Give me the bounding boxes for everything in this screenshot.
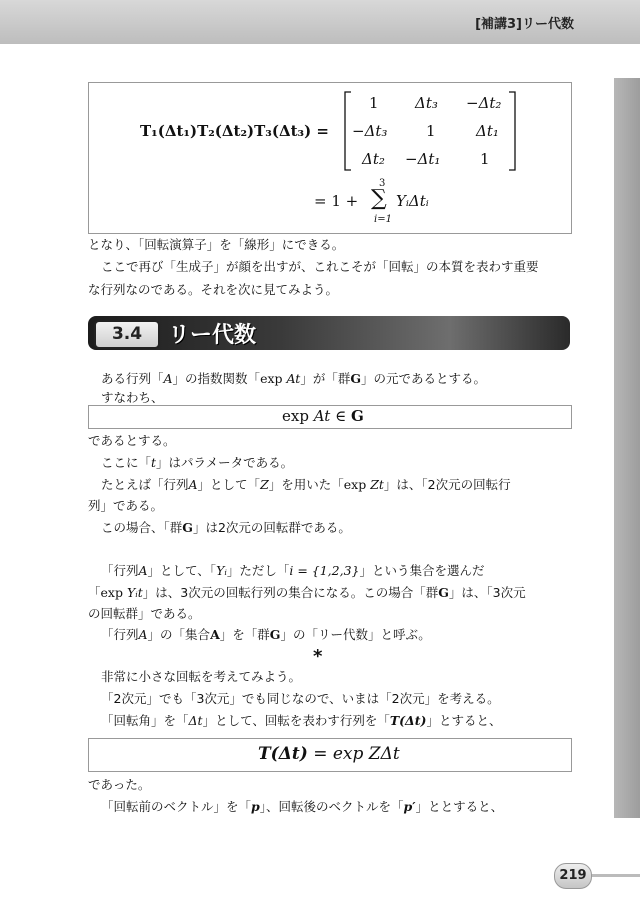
para3-line5: この場合、「群G」は2次元の回転群である。 [101, 520, 351, 535]
para5-line2: 「2次元」でも「3次元」でも同じなので、いまは「2次元」を考える。 [101, 691, 500, 706]
para5-line1: 非常に小さな回転を考えてみよう。 [101, 669, 302, 684]
para3-line3: たとえば「行列A」として「Z」を用いた「exp Zt」は、「2次元の回転行 [101, 477, 511, 492]
para1-line2: ここで再び「生成子」が顔を出すが、これこそが「回転」の本質を表わす重要 [101, 259, 539, 274]
matrix-cell-12: Δt₃ [415, 94, 438, 112]
para6-line2: 「回転前のベクトル」を「p」、回転後のベクトルを「p′」ととすると、 [101, 799, 504, 814]
sum-lower: i=1 [374, 214, 392, 225]
section-number: 3.4 [94, 320, 160, 349]
matrix-cell-33: 1 [480, 150, 490, 168]
page-number: 219 [554, 863, 592, 889]
matrix-cell-32: −Δt₁ [405, 150, 441, 168]
matrix-cell-11: 1 [369, 94, 379, 112]
header-bar [0, 0, 640, 44]
sum-upper: 3 [379, 178, 386, 189]
running-header: [補講3]リー代数 [475, 17, 574, 32]
para4-line1: 「行列A」として、「Yᵢ」ただし「i = {1,2,3}」という集合を選んだ [101, 563, 485, 578]
para5-line3: 「回転角」を「Δt」として、回転を表わす行列を「T(Δt)」とすると、 [101, 713, 502, 728]
eq1-lhs: T₁(Δt₁)T₂(Δt₂)T₃(Δt₃) = [140, 122, 329, 140]
para4-line2: 「exp Yᵢt」は、3次元の回転行列の集合になる。この場合「群G」は、「3次元 [88, 585, 526, 600]
para1-line3: な行列なのである。それを次に見てみよう。 [88, 282, 339, 297]
sum-term: YᵢΔtᵢ [396, 192, 429, 210]
matrix-cell-13: −Δt₂ [466, 94, 502, 112]
para2-line1: ある行列「A」の指数関数「exp At」が「群G」の元であるとする。 [101, 371, 487, 386]
sum-sign: ∑ [371, 186, 387, 211]
para3-line1: であるとする。 [88, 433, 176, 448]
matrix-cell-23: Δt₁ [476, 122, 499, 140]
section-heading-bar [88, 316, 570, 350]
matrix-cell-22: 1 [426, 122, 436, 140]
page-number-rule [590, 874, 640, 877]
para2-line2: すなわち、 [101, 390, 164, 405]
matrix-cell-21: −Δt₃ [352, 122, 388, 140]
para4-line4: 「行列A」の「集合A」を「群G」の「リー代数」と呼ぶ。 [101, 627, 431, 642]
eq2-content: exp At ∈ G [282, 407, 364, 425]
eq3-content: T(Δt) = exp ZΔt [258, 744, 400, 764]
para6-line1: であった。 [88, 777, 151, 792]
para3-line4: 列」である。 [88, 498, 164, 513]
para3-line2: ここに「t」はパラメータである。 [101, 455, 294, 470]
matrix-cell-31: Δt₂ [362, 150, 385, 168]
section-title: リー代数 [168, 323, 257, 348]
para1-line1: となり、「回転演算子」を「線形」にできる。 [88, 237, 345, 252]
para4-line3: の回転群」である。 [88, 606, 201, 621]
separator-asterisk: * [313, 646, 323, 667]
eq1-rhs2: = 1 + [314, 192, 359, 210]
side-tab [614, 78, 640, 818]
